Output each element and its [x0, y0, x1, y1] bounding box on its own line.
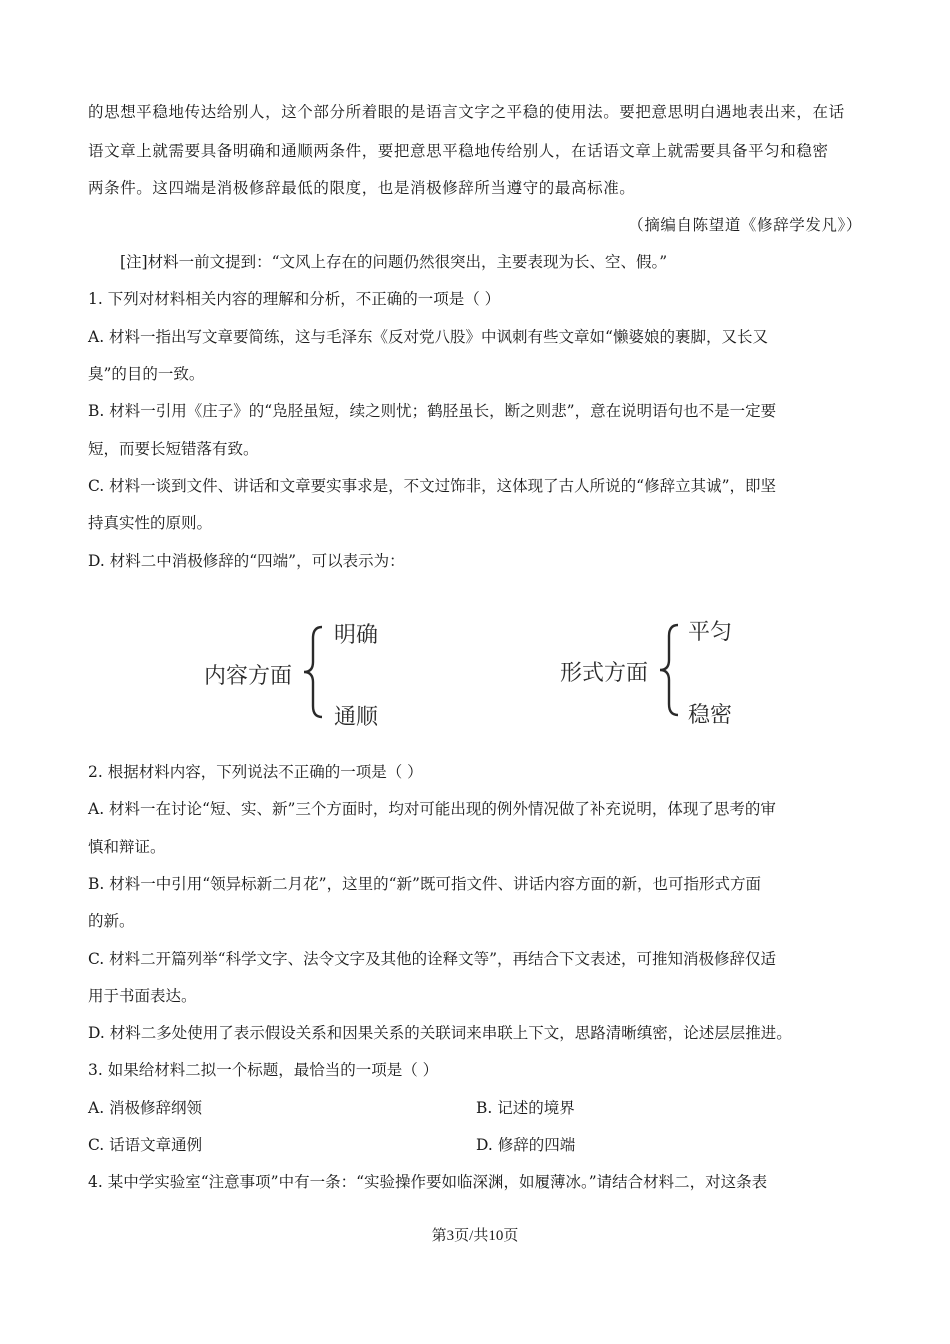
question-2-option-a-cont: 慎和辩证。 [88, 838, 166, 856]
question-1-option-a-cont: 臭”的目的一致。 [88, 365, 205, 383]
question-1-option-b: B. 材料一引用《庄子》的“凫胫虽短，续之则忧；鹤胫虽长，断之则悲”，意在说明语句也不是一定要 [88, 402, 777, 420]
question-1-stem: 1. 下列对材料相关内容的理解和分析，不正确的一项是（ ） [88, 290, 501, 308]
question-3-option-b: B. 记述的境界 [476, 1099, 575, 1117]
question-2-option-a: A. 材料一在讨论“短、实、新”三个方面时，均对可能出现的例外情况做了补充说明，体现了思考的审 [88, 800, 776, 818]
question-1-option-b-cont: 短，而要长短错落有致。 [88, 440, 259, 458]
diagram-left-top: 明确 [334, 623, 379, 648]
diagram-left-label: 内容方面 [204, 664, 293, 689]
diagram-right-top: 平匀 [688, 620, 733, 645]
diagram-right-label: 形式方面 [560, 661, 649, 686]
question-2-option-c: C. 材料二开篇列举“科学文字、法令文字及其他的诠释文等”，再结合下文表述，可推知消极修辞仅适 [88, 950, 777, 968]
question-2-stem: 2. 根据材料内容，下列说法不正确的一项是（ ） [88, 763, 423, 781]
question-3-option-a: A. 消极修辞纲领 [88, 1099, 203, 1117]
question-4-stem: 4. 某中学实验室“注意事项”中有一条：“实验操作要如临深渊，如履薄冰。”请结合材料二，对这条表 [88, 1173, 768, 1191]
diagram-right-bottom: 稳密 [688, 703, 733, 728]
question-2-option-c-cont: 用于书面表达。 [88, 987, 197, 1005]
question-1-option-a: A. 材料一指出写文章要简练，这与毛泽东《反对党八股》中讽刺有些文章如“懒婆娘的裹脚，又长又 [88, 328, 768, 346]
question-2-option-b: B. 材料一中引用“领异标新二月花”，这里的“新”既可指文件、讲话内容方面的新，也可指形式方面 [88, 875, 761, 893]
passage-line-1: 的思想平稳地传达给别人，这个部分所着眼的是语言文字之平稳的使用法。要把意思明白遇地表出来，在话 [88, 103, 845, 121]
question-3-option-c: C. 话语文章通例 [88, 1136, 203, 1154]
question-3-option-d: D. 修辞的四端 [476, 1136, 576, 1154]
right-brace-icon [656, 622, 682, 718]
passage-source: （摘编自陈望道《修辞学发凡》） [628, 216, 862, 234]
passage-line-2: 语文章上就需要具备明确和通顺两条件，要把意思平稳地传给别人，在话语文章上就需要具备平匀和稳密 [88, 142, 829, 160]
question-3-stem: 3. 如果给材料二拟一个标题，最恰当的一项是（ ） [88, 1061, 439, 1079]
left-brace-icon [300, 624, 326, 720]
passage-line-3: 两条件。这四端是消极修辞最低的限度，也是消极修辞所当遵守的最高标准。 [88, 179, 636, 197]
passage-note: [注]材料一前文提到：“文风上存在的问题仍然很突出，主要表现为长、空、假。” [120, 253, 668, 271]
question-1-option-d: D. 材料二中消极修辞的“四端”，可以表示为： [88, 552, 405, 570]
question-1-option-c: C. 材料一谈到文件、讲话和文章要实事求是，不文过饰非，这体现了古人所说的“修辞立其诚”，即坚 [88, 477, 777, 495]
page-number: 第3页/共10页 [431, 1228, 519, 1244]
diagram-left-bottom: 通顺 [334, 705, 379, 730]
question-2-option-b-cont: 的新。 [88, 912, 135, 930]
question-2-option-d: D. 材料二多处使用了表示假设关系和因果关系的关联词来串联上下文，思路清晰缜密，论述层层推进。 [88, 1024, 792, 1042]
question-1-option-c-cont: 持真实性的原则。 [88, 514, 213, 532]
